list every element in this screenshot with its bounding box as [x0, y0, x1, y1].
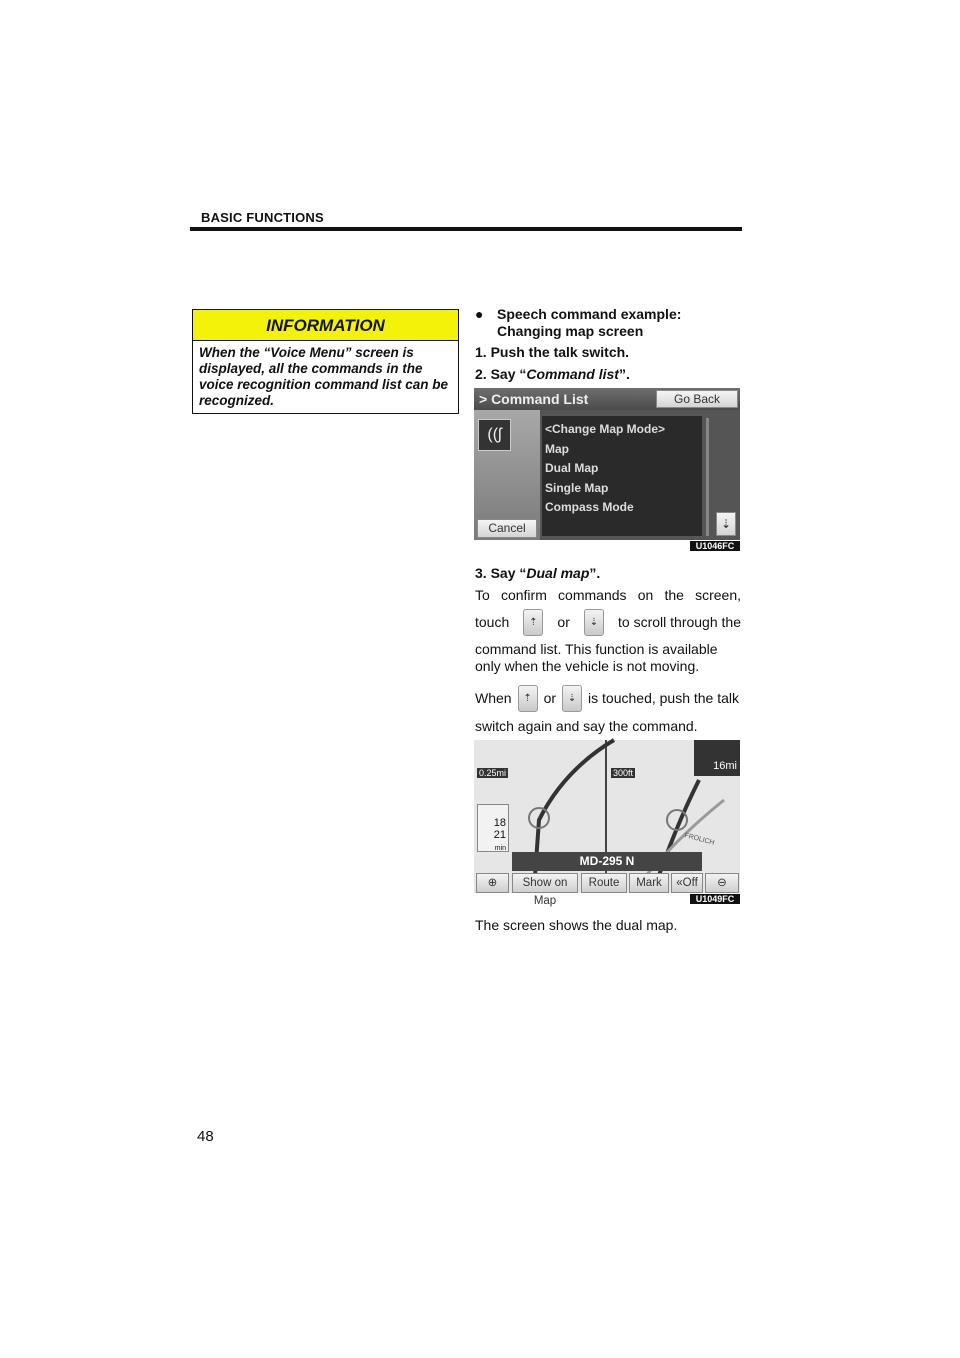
- step-2: 2. Say “Command list”.: [475, 366, 630, 382]
- off-button: «Off: [671, 873, 703, 893]
- step-1: 1. Push the talk switch.: [475, 344, 630, 360]
- scale-left: 0.25mi: [479, 768, 507, 778]
- scale-right: 300ft: [613, 768, 634, 778]
- eta-panel: [477, 804, 509, 852]
- command-item: Map: [545, 441, 569, 456]
- street-name: MD-295 N: [512, 852, 702, 871]
- route-button: Route: [581, 873, 627, 893]
- step-3: 3. Say “Dual map”.: [475, 565, 601, 581]
- scroll-down-icon: ⇣: [716, 512, 736, 536]
- scroll-up-icon: ⇡: [523, 609, 543, 636]
- information-body: When the “Voice Menu” screen is displayed, all the commands in the voice recognition command list can be recognized.: [199, 345, 449, 408]
- scroll-up-icon: ⇡: [518, 685, 538, 712]
- paragraph-1b: [475, 609, 741, 636]
- command-list-screenshot: [474, 388, 740, 540]
- scroll-down-icon: ⇣: [584, 609, 604, 636]
- scroll-down-icon: ⇣: [562, 685, 582, 712]
- text: to scroll through the: [618, 614, 741, 630]
- section-header: BASIC FUNCTIONS: [201, 210, 324, 225]
- text: When: [475, 690, 512, 706]
- bullet-text: Speech command example: Changing map screen: [497, 306, 682, 339]
- command-item: Single Map: [545, 480, 609, 495]
- mark-button: Mark: [629, 873, 669, 893]
- figure-caption: U1046FC: [690, 541, 740, 551]
- cancel-button: Cancel: [477, 519, 537, 538]
- final-text: The screen shows the dual map.: [475, 917, 678, 933]
- command-item: Dual Map: [545, 461, 599, 475]
- command-item: Compass Mode: [545, 500, 634, 514]
- go-back-button: Go Back: [656, 390, 738, 408]
- command-item: <Change Map Mode>: [545, 422, 666, 436]
- turn-indicator: [694, 740, 740, 776]
- voice-icon: ((ʃ: [478, 419, 511, 451]
- text: touch: [475, 614, 510, 630]
- bullet-icon: ●: [475, 306, 484, 322]
- text: is touched, push the talk: [588, 690, 740, 706]
- information-box: [192, 309, 459, 414]
- zoom-in-icon: ⊕: [476, 873, 509, 893]
- road-label: FROLICH: [683, 832, 716, 847]
- eta-bottom: 21: [493, 829, 506, 841]
- command-list: [542, 416, 702, 536]
- zoom-out-icon: ⊖: [705, 873, 739, 893]
- screen-title: > Command List: [474, 388, 740, 410]
- information-title: INFORMATION: [193, 310, 458, 341]
- paragraph-2b: switch again and say the command.: [475, 718, 698, 734]
- page-number: 48: [197, 1128, 214, 1145]
- text: or: [543, 690, 557, 706]
- scrollbar: [706, 418, 709, 536]
- text: or: [557, 614, 570, 630]
- figure-caption: U1049FC: [690, 894, 740, 904]
- bullet-heading: [475, 306, 742, 340]
- show-on-map-button: Show on Map: [512, 873, 578, 893]
- header-rule: [190, 227, 742, 231]
- eta-unit: min: [494, 845, 506, 852]
- eta-top: 18: [493, 817, 506, 829]
- turn-distance: 16mi: [713, 760, 737, 772]
- paragraph-2a: [475, 685, 741, 712]
- paragraph-1a: To confirm commands on the screen,: [475, 587, 741, 603]
- paragraph-1c: command list. This function is available only when the vehicle is not moving.: [475, 641, 718, 674]
